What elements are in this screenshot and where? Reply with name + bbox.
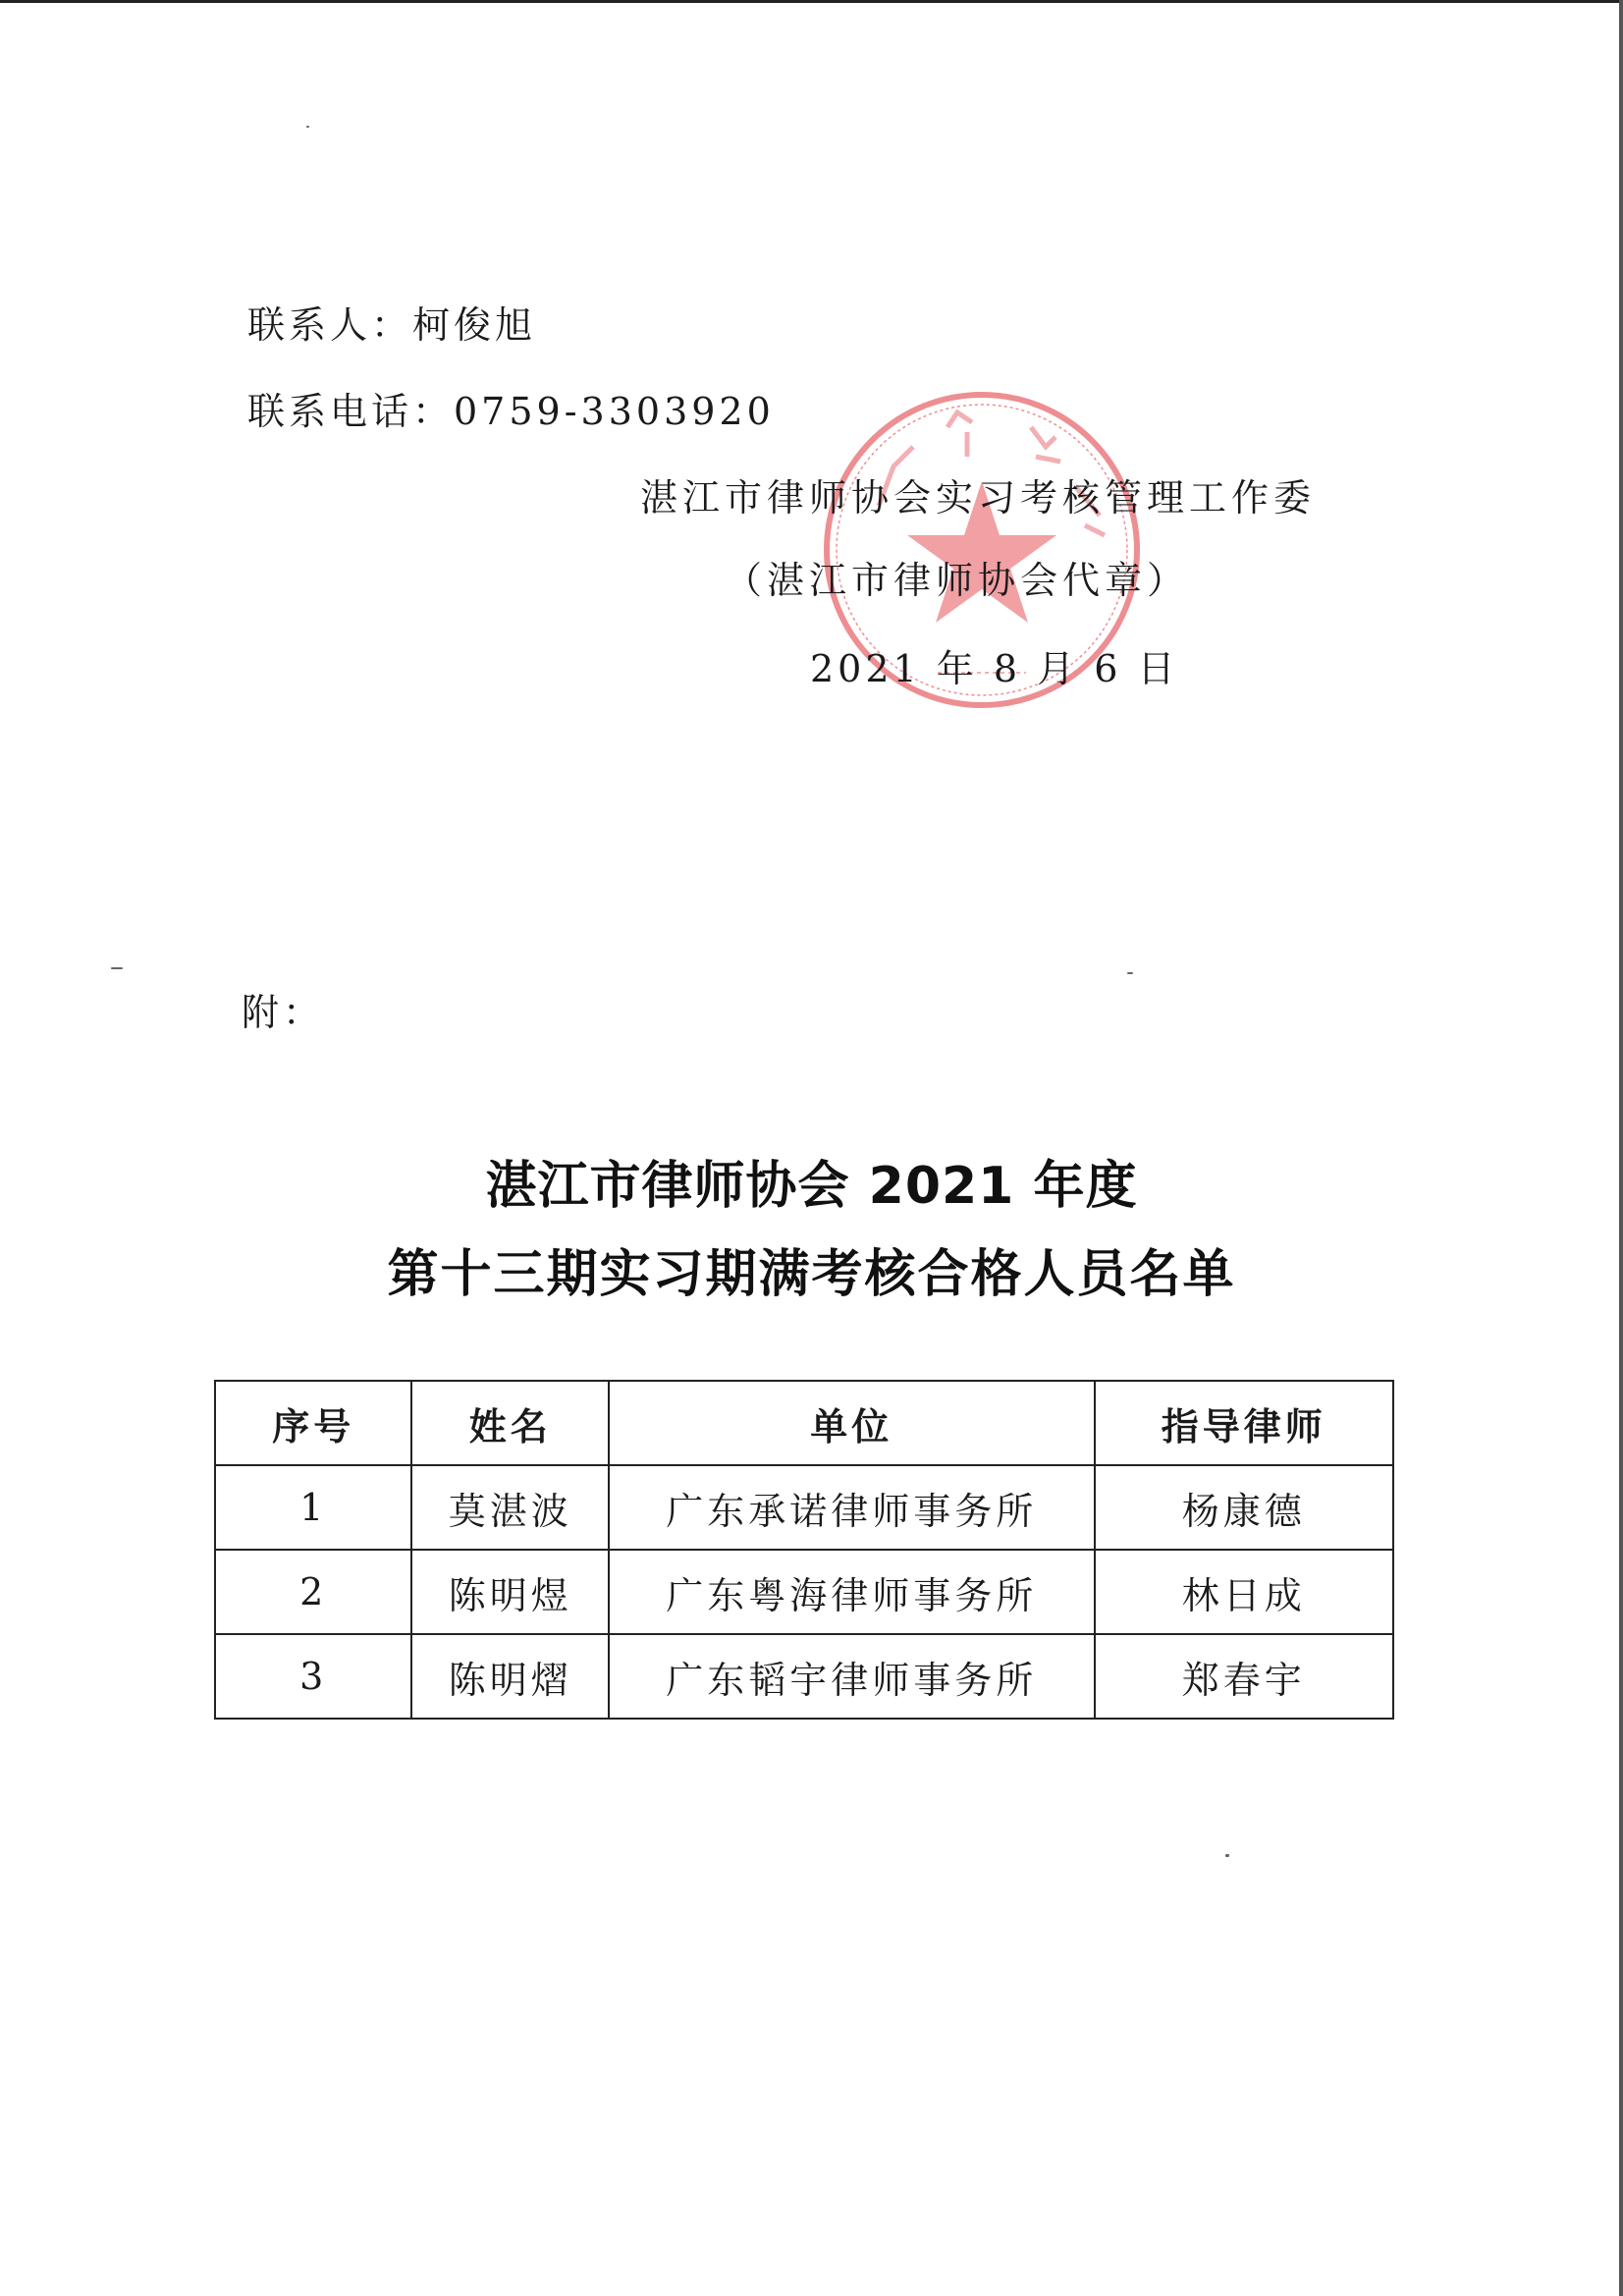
header-firm: 单位 [609,1381,1095,1465]
cell-mentor: 杨康德 [1095,1465,1393,1550]
list-title-line2: 第十三期实习期满考核合格人员名单 [387,1245,1236,1304]
cell-firm: 广东承诺律师事务所 [609,1465,1095,1550]
scan-speck [306,126,309,128]
cell-serial-number: 1 [215,1465,411,1550]
scan-speck [1225,1854,1229,1857]
header-name: 姓名 [411,1381,608,1465]
contact-person: 联系人：柯俊旭 [247,303,537,347]
issue-date: 2021 年 8 月 6 日 [810,647,1179,690]
table-row [215,1465,1393,1550]
qualified-trainees-table [214,1380,1394,1720]
cell-name: 莫湛波 [411,1465,608,1550]
appendix-label: 附： [242,991,325,1034]
table-row [215,1550,1393,1634]
scan-speck [111,967,123,969]
cell-mentor: 郑春宇 [1095,1634,1393,1719]
cell-mentor: 林日成 [1095,1550,1393,1634]
table-header-row [215,1381,1393,1465]
scan-speck [1127,972,1133,974]
issuer-name: 湛江市律师协会实习考核管理工作委 [640,476,1317,519]
cell-firm: 广东韬宇律师事务所 [609,1634,1095,1719]
cell-serial-number: 2 [215,1550,411,1634]
header-mentor: 指导律师 [1095,1381,1393,1465]
contact-phone: 联系电话：0759-3303920 [247,390,775,433]
cell-serial-number: 3 [215,1634,411,1719]
cell-firm: 广东粤海律师事务所 [609,1550,1095,1634]
header-serial-number: 序号 [215,1381,411,1465]
cell-name: 陈明熠 [411,1634,608,1719]
seal-note: （湛江市律师协会代章） [725,559,1190,602]
table-row [215,1634,1393,1719]
list-title-line1: 湛江市律师协会 2021 年度 [485,1157,1138,1216]
cell-name: 陈明煜 [411,1550,608,1634]
page-top-border [0,0,1623,3]
